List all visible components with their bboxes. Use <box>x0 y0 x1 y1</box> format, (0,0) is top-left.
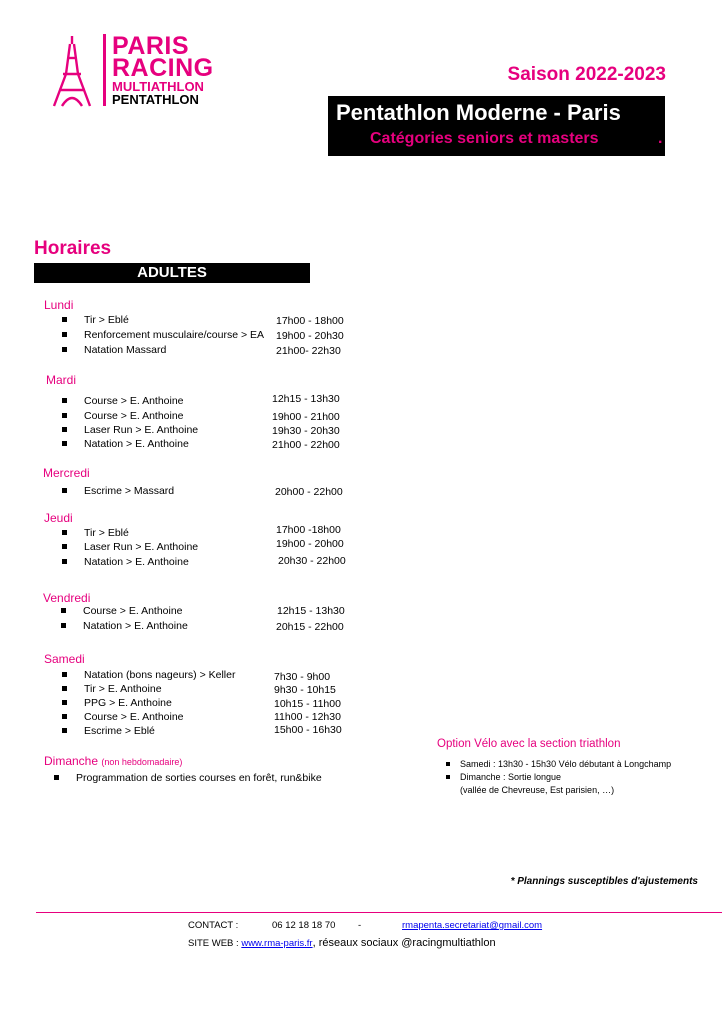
bullet-icon <box>446 775 450 779</box>
time-slot: 12h15 - 13h30 <box>272 393 340 405</box>
logo-divider <box>103 34 106 106</box>
list-item: Tir > E. Anthoine <box>62 683 162 695</box>
list-item: Natation > E. Anthoine <box>62 556 189 568</box>
page-title: Pentathlon Moderne - Paris <box>336 100 621 125</box>
time-slot: 9h30 - 10h15 <box>274 684 336 696</box>
bullet-icon <box>62 398 67 403</box>
list-item: Natation > E. Anthoine <box>61 620 188 632</box>
list-item: Dimanche : Sortie longue <box>446 772 561 782</box>
list-item: PPG > E. Anthoine <box>62 697 172 709</box>
bullet-icon <box>61 608 66 613</box>
day-dimanche: Dimanche (non hebdomadaire) <box>44 754 183 768</box>
bullet-icon <box>62 559 67 564</box>
list-item: Laser Run > E. Anthoine <box>62 541 198 553</box>
list-item: Course > E. Anthoine <box>62 410 184 422</box>
time-slot: 20h30 - 22h00 <box>278 555 346 567</box>
time-slot: 19h00 - 20h30 <box>276 330 344 342</box>
time-slot: 17h00 - 18h00 <box>276 315 344 327</box>
time-slot: 11h00 - 12h30 <box>274 711 341 723</box>
bullet-icon <box>62 332 67 337</box>
day-vendredi: Vendredi <box>43 591 91 605</box>
bullet-icon <box>62 530 67 535</box>
footer-divider <box>36 912 722 913</box>
bullet-icon <box>62 714 67 719</box>
contact-phone: 06 12 18 18 70 <box>272 920 336 931</box>
section-title: Horaires <box>34 238 112 259</box>
bullet-icon <box>62 728 67 733</box>
group-label: ADULTES <box>137 264 207 281</box>
bullet-icon <box>54 775 59 780</box>
list-item: Samedi : 13h30 - 15h30 Vélo débutant à Longchamp <box>446 759 671 769</box>
contact-email-link[interactable]: rmapenta.secretariat@gmail.com <box>402 920 543 931</box>
velo-title: Option Vélo avec la section triathlon <box>437 738 621 750</box>
subtitle-dot: . <box>658 130 663 147</box>
contact-label: CONTACT : <box>188 920 239 931</box>
season-label: Saison 2022-2023 <box>507 64 666 85</box>
logo-text-racing: RACING <box>112 54 214 82</box>
bullet-icon <box>62 544 67 549</box>
day-mardi: Mardi <box>46 373 77 387</box>
list-item: Programmation de sorties courses en forêt, run&bike <box>54 772 322 784</box>
list-item: Natation > E. Anthoine <box>62 438 189 450</box>
bullet-icon <box>62 672 67 677</box>
time-slot: 10h15 - 11h00 <box>274 698 341 710</box>
list-item: Escrime > Eblé <box>62 725 155 737</box>
list-item: Renforcement musculaire/course > EA <box>62 329 264 341</box>
day-lundi: Lundi <box>44 298 74 312</box>
list-item: Course > E. Anthoine <box>62 395 184 407</box>
bullet-icon <box>62 686 67 691</box>
time-slot: 17h00 -18h00 <box>276 524 341 536</box>
time-slot: 19h00 - 20h00 <box>276 538 344 550</box>
bullet-icon <box>62 317 67 322</box>
list-item: Course > E. Anthoine <box>62 711 184 723</box>
time-slot: 15h00 - 16h30 <box>274 724 342 736</box>
time-slot: 12h15 - 13h30 <box>277 605 345 617</box>
bullet-icon <box>62 441 67 446</box>
logo-text-paris: PARIS <box>112 32 190 60</box>
bullet-icon <box>61 623 66 628</box>
time-slot: 7h30 - 9h00 <box>274 671 331 683</box>
day-mercredi: Mercredi <box>43 466 90 480</box>
time-slot: 19h30 - 20h30 <box>272 425 340 437</box>
eiffel-tower-icon <box>46 34 98 108</box>
time-slot: 21h00 - 22h00 <box>272 439 340 451</box>
contact-separator: - <box>358 920 362 931</box>
time-slot: 20h15 - 22h00 <box>276 621 344 633</box>
list-item: Natation Massard <box>62 344 166 356</box>
logo-text-pentathlon: PENTATHLON <box>112 92 199 107</box>
time-slot: 19h00 - 21h00 <box>272 411 340 423</box>
day-jeudi: Jeudi <box>44 511 73 525</box>
time-slot: 21h00- 22h30 <box>276 345 341 357</box>
footnote: * Plannings susceptibles d'ajustements <box>510 876 698 887</box>
list-item: Laser Run > E. Anthoine <box>62 424 198 436</box>
time-slot: 20h00 - 22h00 <box>275 486 343 498</box>
page-subtitle: Catégories seniors et masters <box>370 130 599 147</box>
list-item: Course > E. Anthoine <box>61 605 183 617</box>
day-samedi: Samedi <box>44 652 85 666</box>
bullet-icon <box>62 427 67 432</box>
list-item: Tir > Eblé <box>62 527 129 539</box>
list-item-continuation: (vallée de Chevreuse, Est parisien, …) <box>460 785 615 795</box>
site-line: SITE WEB : www.rma-paris.fr, réseaux sociaux @racingmultiathlon <box>188 937 496 949</box>
site-link[interactable]: www.rma-paris.fr <box>241 938 313 949</box>
bullet-icon <box>62 347 67 352</box>
bullet-icon <box>62 413 67 418</box>
list-item: Tir > Eblé <box>62 314 129 326</box>
list-item: Escrime > Massard <box>62 485 174 497</box>
bullet-icon <box>446 762 450 766</box>
logo-text-multiathlon: MULTIATHLON <box>112 79 204 94</box>
bullet-icon <box>62 700 67 705</box>
list-item: Natation (bons nageurs) > Keller <box>62 669 235 681</box>
bullet-icon <box>62 488 67 493</box>
